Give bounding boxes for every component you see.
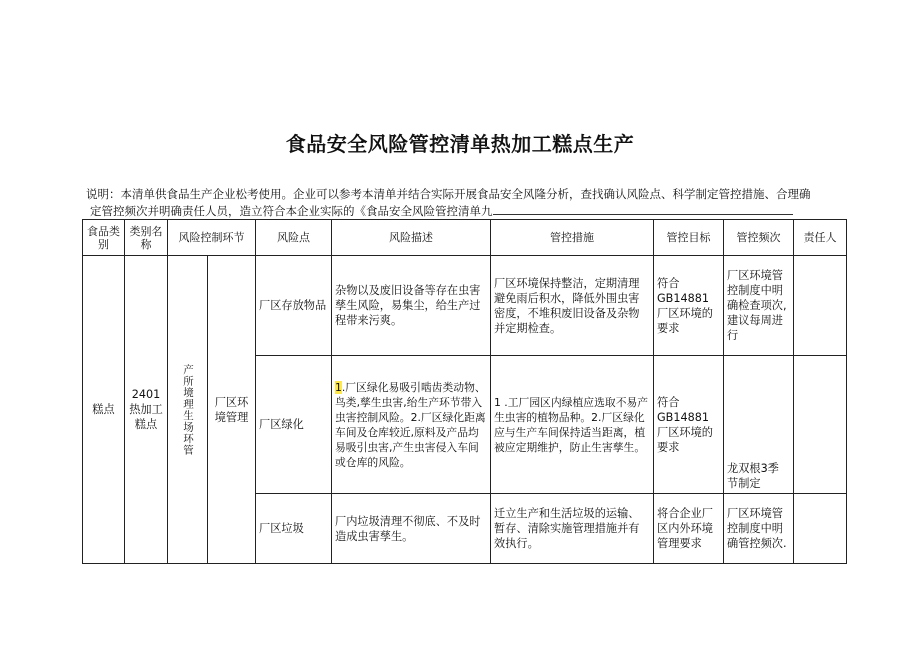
header-target: 管控目标 xyxy=(654,220,724,256)
cell-risk-point: 厂区垃圾 xyxy=(256,494,332,564)
header-frequency: 管控频次 xyxy=(724,220,794,256)
header-risk-link: 风险控制环节 xyxy=(168,220,256,256)
cell-risk-desc: 厂内垃圾清理不彻底、不及时造成虫害孳生。 xyxy=(332,494,491,564)
highlight-mark: 1 xyxy=(335,380,342,394)
cell-target: 符合GB14881厂区环境的要求 xyxy=(654,356,724,494)
cell-frequency: 厂区环境管控制度中明确检查项次,建议每周进行 xyxy=(724,256,794,356)
cell-measure: 厂区环境保持整洁，定期清理避免雨后积水，降低外围虫害密度，不堆积废旧设备及杂物并定期检查。 xyxy=(491,256,654,356)
cell-target: 将合企业厂区内外环境管理要求 xyxy=(654,494,724,564)
cell-responsible xyxy=(794,494,847,564)
cell-food-category: 糕点 xyxy=(83,256,125,564)
cell-category-name: 2401热加工糕点 xyxy=(125,256,168,564)
cell-frequency: 厂区环境管控制度中明确管控频次. xyxy=(724,494,794,564)
cell-risk-point: 厂区存放物品 xyxy=(256,256,332,356)
cell-link-main: 产所境理生场环管 xyxy=(182,363,194,456)
header-measures: 管控措施 xyxy=(491,220,654,256)
cell-risk-point: 厂区绿化 xyxy=(256,356,332,494)
header-risk-desc: 风险描述 xyxy=(332,220,491,256)
note-line-2: 定管控频次并明确责任人员，造立符合本企业实际的《食品安全风险管控清单九 xyxy=(90,204,493,218)
table-header-row xyxy=(83,220,847,256)
cell-responsible xyxy=(794,356,847,494)
cell-measure: 1 .工厂园区内绿植应选取不易产生虫害的植物品种。2.厂区绿化应与生产车间保持适当距离，植被应定期维护，防止生害孳生。 xyxy=(491,356,654,494)
risk-control-table xyxy=(82,219,847,564)
page-title: 食品安全风险管控清单热加工糕点生产 xyxy=(285,132,635,156)
header-category-name: 类别名称 xyxy=(125,220,168,256)
header-food-category: 食品类别 xyxy=(83,220,125,256)
cell-target: 符合GB14881厂区环境的要求 xyxy=(654,256,724,356)
header-risk-point: 风险点 xyxy=(256,220,332,256)
blank-underline xyxy=(493,204,793,215)
note-line-1: 说明：本清单供食品生产企业松考使用。企业可以参考本清单并结合实际开展食品安全风隆分析，查找确认风险点、科学制定管控措施、合理确 xyxy=(86,187,811,201)
cell-risk-desc: 杂物以及废旧设备等存在虫害孳生风险，易集尘，给生产过程带来污爽。 xyxy=(332,256,491,356)
cell-measure: 迁立生产和生活垃圾的运输、暂存、清除实施管理措施并有效执行。 xyxy=(491,494,654,564)
cell-link-sub: 厂区环境管理 xyxy=(208,256,256,564)
instruction-note xyxy=(86,186,846,220)
cell-risk-desc: 1.厂区绿化易吸引啮齿类动物、鸟类,孳生虫害,绐生产环节带入虫害控制风险。2.厂区绿化距离车间及仓库较近,原料及产品均易吸引虫害,产生虫害侵入车间或仓库的风险。 xyxy=(332,356,491,494)
cell-responsible xyxy=(794,256,847,356)
cell-frequency: 龙双根3季节制定 xyxy=(724,356,794,494)
header-responsible: 责任人 xyxy=(794,220,847,256)
table-row xyxy=(83,256,847,356)
